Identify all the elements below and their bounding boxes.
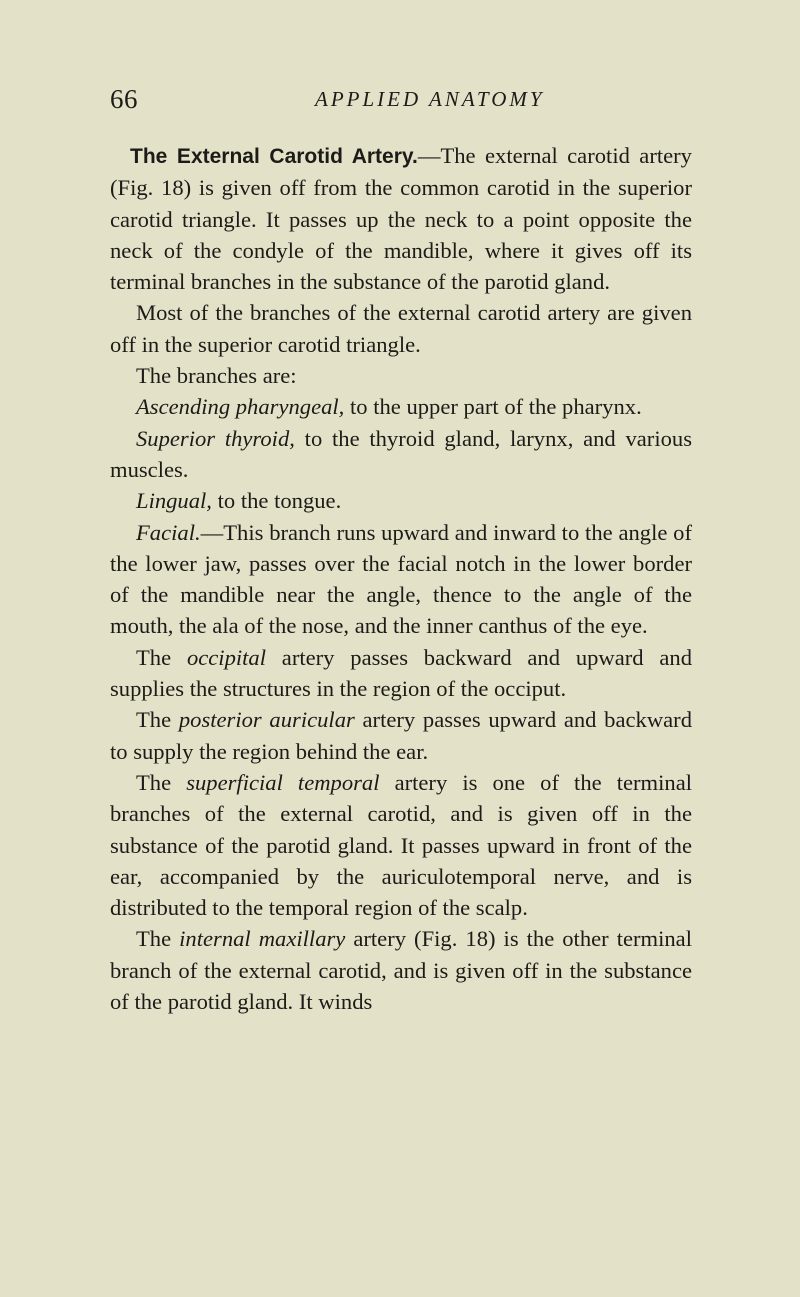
paragraph-text: to the thyroid gland, larynx, and various muscles. [110,425,692,482]
paragraph-ascending-pharyngeal [110,391,692,422]
paragraph-text: —The external carotid artery (Fig. 18) is given off from the common carotid in the superior carotid triangle. It passes up the neck to a point opposite the neck of the condyle of the mandible, where it gives off its terminal branches in the substance of the parotid gland. [110,143,692,295]
paragraph-text: artery (Fig. 18) is the other terminal branch of the external carotid, and is given off in the substance of the parotid gland. It winds [110,926,692,1015]
artery-term: Lingual, [136,488,212,514]
paragraph-superficial-temporal [110,767,692,923]
paragraph-internal-maxillary [110,923,692,1017]
paragraph-text: —This branch runs upward and inward to the angle of the lower jaw, passes over the facial notch in the lower border of the mandible near the angle, thence to the angle of the mouth, the ala of the nose, and the inner canthus of the eye. [110,519,692,639]
paragraph-text: to the upper part of the pharynx. [344,394,642,420]
paragraph-text: artery passes backward and upward and supplies the structures in the region of the occiput. [110,644,693,702]
paragraph-prefix: The [136,644,187,670]
paragraph-branches-intro [110,360,692,391]
paragraph-text: to the tongue. [211,488,342,514]
paragraph-superior-thyroid [110,423,692,486]
paragraph-lingual [110,485,692,516]
paragraph-branches-location [110,297,692,360]
paragraph-facial [110,517,692,642]
paragraph-prefix: The [136,769,187,795]
artery-term: posterior auricular [178,707,355,733]
section-heading: The External Carotid Artery. [130,145,418,168]
paragraph-prefix: The [136,707,179,733]
paragraph-external-carotid [110,140,692,297]
paragraph-text: The branches are: [136,363,297,389]
artery-term: Superior thyroid, [136,425,295,451]
running-head: APPLIED ANATOMY [315,87,545,111]
artery-term: superficial temporal [186,769,380,795]
artery-term: internal maxillary [179,926,346,952]
page-number: 66 [110,84,138,114]
artery-term: Ascending pharyngeal, [136,394,345,420]
body-text [110,140,692,1017]
artery-term: Facial. [136,519,201,545]
page-header [110,84,710,124]
paragraph-prefix: The [136,926,180,952]
paragraph-text: artery is one of the terminal branches of the external carotid, and is given off in the substance of the parotid gland. It passes upward in front of the ear, accompanied by the auriculotemporal nerve, and is distributed to the temporal region of the scalp. [110,769,692,921]
paragraph-text: Most of the branches of the external carotid artery are given off in the superior carotid triangle. [110,300,692,357]
paragraph-text: artery passes upward and backward to supply the region behind the ear. [110,707,693,764]
paragraph-posterior-auricular [110,704,692,767]
paragraph-occipital [110,642,692,705]
artery-term: occipital [186,644,266,670]
